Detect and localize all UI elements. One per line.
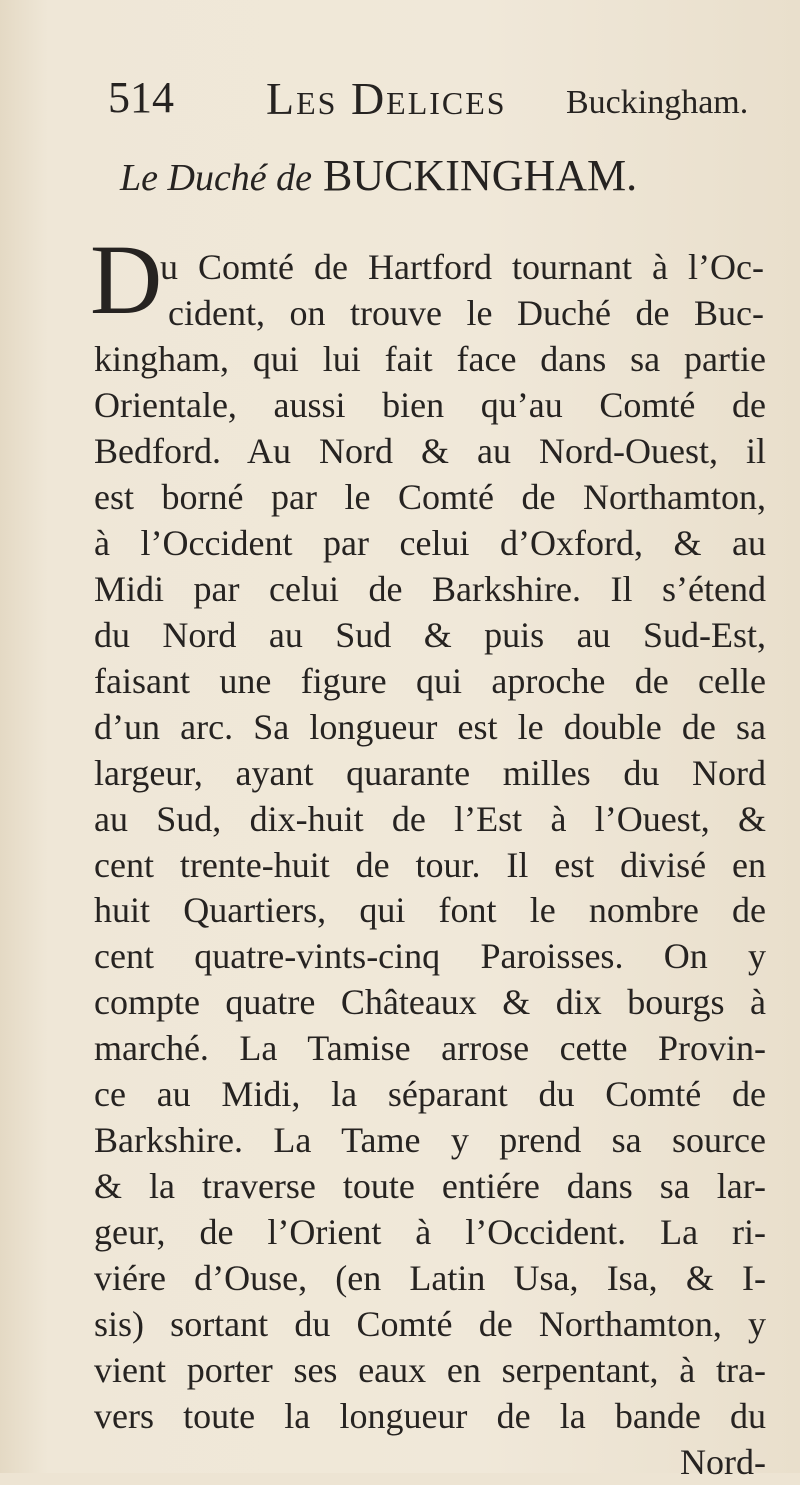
text-line: vient porter ses eaux en serpentant, à tra- [94,1350,766,1390]
text-line: à l’Occident par celui d’Oxford, & au [94,523,766,563]
running-title: Les Delices [266,73,507,124]
catchword: Nord- [680,1442,766,1482]
text-line: Orientale, aussi bien qu’au Comté de [94,385,766,425]
text-line: cident, on trouve le Duché de Buc- [168,293,764,333]
text-line: cent trente-huit de tour. Il est divisé en [94,845,766,885]
text-line: au Sud, dix-huit de l’Est à l’Ouest, & [94,799,766,839]
text-line: compte quatre Châteaux & dix bourgs à [94,982,766,1022]
text-line: & la traverse toute entiére dans sa lar- [94,1166,766,1206]
section-title-prefix: Le Duché de [120,157,313,199]
drop-cap: D [90,224,163,335]
text-line: sis) sortant du Comté de Northamton, y [94,1304,766,1344]
text-line: vers toute la longueur de la bande du [94,1396,766,1436]
running-header [108,72,758,122]
text-line: ce au Midi, la séparant du Comté de [94,1074,766,1114]
text-line: kingham, qui lui fait face dans sa partie [94,339,766,379]
text-line: u Comté de Hartford tournant à l’Oc- [160,247,764,287]
page-number: 514 [108,73,174,122]
text-line: Barkshire. La Tame y prend sa source [94,1120,766,1160]
text-line: viére d’Ouse, (en Latin Usa, Isa, & I- [94,1258,766,1298]
section-title [120,150,760,201]
text-line: marché. La Tamise arrose cette Provin- [94,1028,766,1068]
text-line: du Nord au Sud & puis au Sud-Est, [94,615,766,655]
text-line: Midi par celui de Barkshire. Il s’étend [94,569,766,609]
text-line: largeur, ayant quarante milles du Nord [94,753,766,793]
text-line: huit Quartiers, qui font le nombre de [94,890,766,930]
text-line: cent quatre-vints-cinq Paroisses. On y [94,936,766,976]
section-title-main: BUCKINGHAM. [323,151,638,200]
text-line: Bedford. Au Nord & au Nord-Ouest, il [94,431,766,471]
running-place: Buckingham. [566,84,749,121]
text-line: d’un arc. Sa longueur est le double de sa [94,707,766,747]
text-line: est borné par le Comté de Northamton, [94,477,766,517]
text-line: faisant une figure qui aproche de celle [94,661,766,701]
text-line: geur, de l’Orient à l’Occident. La ri- [94,1212,766,1252]
